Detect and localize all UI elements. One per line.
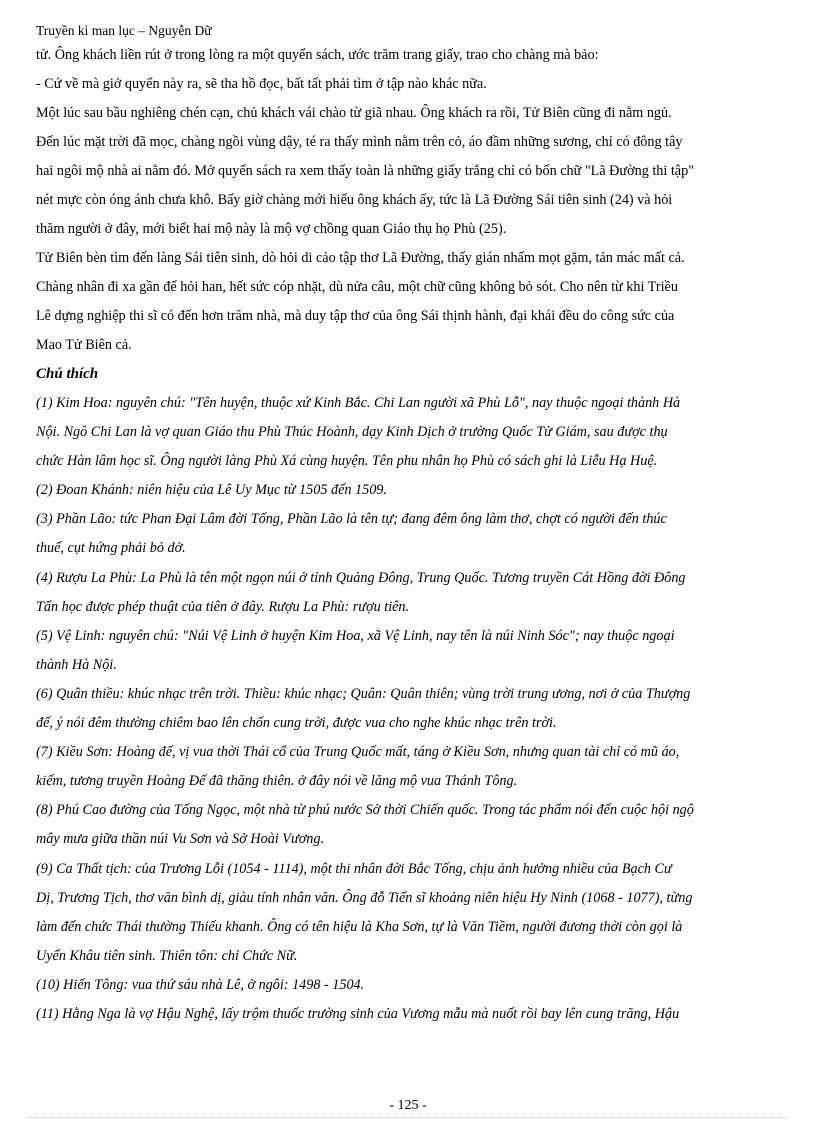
- note-line: Tấn học được phép thuật của tiên ở đây. Rượu La Phù: rượu tiên.: [36, 598, 410, 615]
- note-line: mây mưa giữa thần núi Vu Sơn và Sở Hoài Vương.: [36, 831, 325, 848]
- note-line: (5) Vệ Linh: nguyên chú: "Núi Vệ Linh ở huyện Kim Hoa, xã Vệ Linh, nay tên là núi Ninh Sóc"; nay thuộc ngoại: [36, 627, 675, 644]
- note-line: (3) Phần Lão: tức Phan Đại Lâm đời Tống, Phần Lão là tên tự; đang đêm ông làm thơ, chợt có người đến thúc: [36, 511, 667, 528]
- story-body: [36, 41, 784, 360]
- note-line: làm đến chức Thái thường Thiếu khanh. Ông có tên hiệu là Kha Sơn, tự là Văn Tiềm, người đương thời còn gọi là: [36, 918, 683, 935]
- body-line: - Cứ về mà giở quyển này ra, sẽ tha hồ đọc, bất tất phải tìm ở tập nào khác nữa.: [36, 76, 487, 92]
- document-page: [36, 22, 784, 1029]
- note-line: thuế, cụt hứng phải bỏ dở.: [36, 540, 186, 557]
- note-line: kiếm, tương truyền Hoàng Đế đã thăng thiên. ở đây nói về lăng mộ vua Thánh Tông.: [36, 773, 518, 790]
- note-line: chức Hàn lâm học sĩ. Ông người làng Phù Xá cùng huyện. Tên phu nhân họ Phù có sách ghi là Liễu Hạ Huệ.: [36, 453, 658, 470]
- note-line: (2) Đoan Khánh: niên hiệu của Lê Uy Mục từ 1505 đến 1509.: [36, 482, 387, 499]
- note-line: (6) Quân thiều: khúc nhạc trên trời. Thiều: khúc nhạc; Quân: Quân thiên; vùng trời trung ương, nơi ở của Thượng: [36, 685, 691, 702]
- body-line: nét mực còn óng ánh chưa khô. Bấy giờ chàng mới hiểu ông khách ấy, tức là Lã Đường Sái tiên sinh (24) và hỏi: [36, 192, 673, 208]
- footer-divider: [28, 1117, 788, 1118]
- note-line: (1) Kim Hoa: nguyên chú: "Tên huyện, thuộc xứ Kinh Bắc. Chi Lan người xã Phù Lỗ", nay thuộc ngoại thành Hà: [36, 395, 681, 411]
- body-line: Một lúc sau bầu nghiêng chén cạn, chủ khách vái chào từ giã nhau. Ông khách ra rồi, Tử Biên cũng đi nằm ngủ.: [36, 105, 672, 121]
- body-line: Tử Biên bèn tìm đến làng Sái tiên sinh, dò hỏi di cảo tập thơ Lã Đường, thấy gián nhấm mọt gặm, tản mác mất cả.: [36, 250, 685, 266]
- note-line: Dị, Trương Tịch, thơ văn bình dị, giàu tính nhân văn. Ông đỗ Tiến sĩ khoảng niên hiệu Hy Ninh (1068 - 1077), từng: [36, 889, 693, 906]
- body-line: Đến lúc mặt trời đã mọc, chàng ngồi vùng dậy, té ra thấy mình nằm trên cỏ, áo đầm những sương, chỉ có đông tây: [36, 134, 683, 150]
- note-line: (7) Kiều Sơn: Hoàng đế, vị vua thời Thái cổ của Trung Quốc mất, táng ở Kiều Sơn, nhưng quan tài chỉ có mũ áo,: [36, 744, 680, 761]
- notes-list: [36, 389, 784, 1029]
- note-line: thành Hà Nội.: [36, 656, 117, 673]
- body-line: tử. Ông khách liền rút ở trong lòng ra một quyển sách, ước trăm trang giấy, trao cho chàng mà bảo:: [36, 47, 599, 63]
- note-line: (8) Phú Cao đường của Tống Ngọc, một nhà từ phú nước Sở thời Chiến quốc. Trong tác phẩm nói đến cuộc hội ngộ: [36, 802, 694, 819]
- notes-heading: Chú thích: [36, 366, 99, 382]
- note-line: (4) Rượu La Phù: La Phù là tên một ngọn núi ở tỉnh Quảng Đông, Trung Quốc. Tương truyền Cát Hồng đời Đông: [36, 569, 686, 586]
- note-line: đế, ý nói đêm thường chiêm bao lên chốn cung trời, được vua cho nghe khúc nhạc trên trời.: [36, 715, 557, 732]
- body-line: hai ngôi mộ nhà ai nằm đó. Mở quyển sách ra xem thấy toàn là những giấy trắng chỉ có bốn chữ "Lã Đường thi tập": [36, 163, 694, 179]
- page-number: - 125 -: [389, 1098, 427, 1113]
- body-line: Mao Tử Biên cả.: [36, 337, 132, 353]
- note-line: (11) Hằng Nga là vợ Hậu Nghệ, lấy trộm thuốc trường sinh của Vương mẫu mà nuốt rồi bay lên cung trăng, Hậu: [36, 1005, 680, 1022]
- note-line: Nội. Ngô Chi Lan là vợ quan Giáo thu Phù Thúc Hoành, dạy Kinh Dịch ở trường Quốc Tử Giám, sau được thụ: [36, 424, 668, 441]
- note-line: (9) Ca Thất tịch: của Trương Lỗi (1054 - 1114), một thi nhân đời Bắc Tống, chịu ảnh hưởng nhiều của Bạch Cư: [36, 860, 672, 877]
- body-line: thăm người ở đây, mới biết hai mộ này là mộ vợ chồng quan Giáo thụ họ Phù (25).: [36, 221, 507, 237]
- note-line: Uyển Khâu tiên sinh. Thiên tôn: chỉ Chức Nữ.: [36, 947, 298, 964]
- body-line: Lê dựng nghiệp thi sĩ có đến hơn trăm nhà, mà duy tập thơ của ông Sái thịnh hành, đại khái đều do công sức của: [36, 308, 675, 324]
- note-line: (10) Hiến Tông: vua thứ sáu nhà Lê, ở ngôi: 1498 - 1504.: [36, 976, 365, 993]
- running-header: Truyền kì man lục – Nguyễn Dữ: [36, 23, 212, 38]
- body-line: Chàng nhân đi xa gần để hỏi han, hết sức cóp nhặt, dù nửa câu, một chữ cũng không bỏ sót. Cho nên từ khi Triều: [36, 279, 678, 295]
